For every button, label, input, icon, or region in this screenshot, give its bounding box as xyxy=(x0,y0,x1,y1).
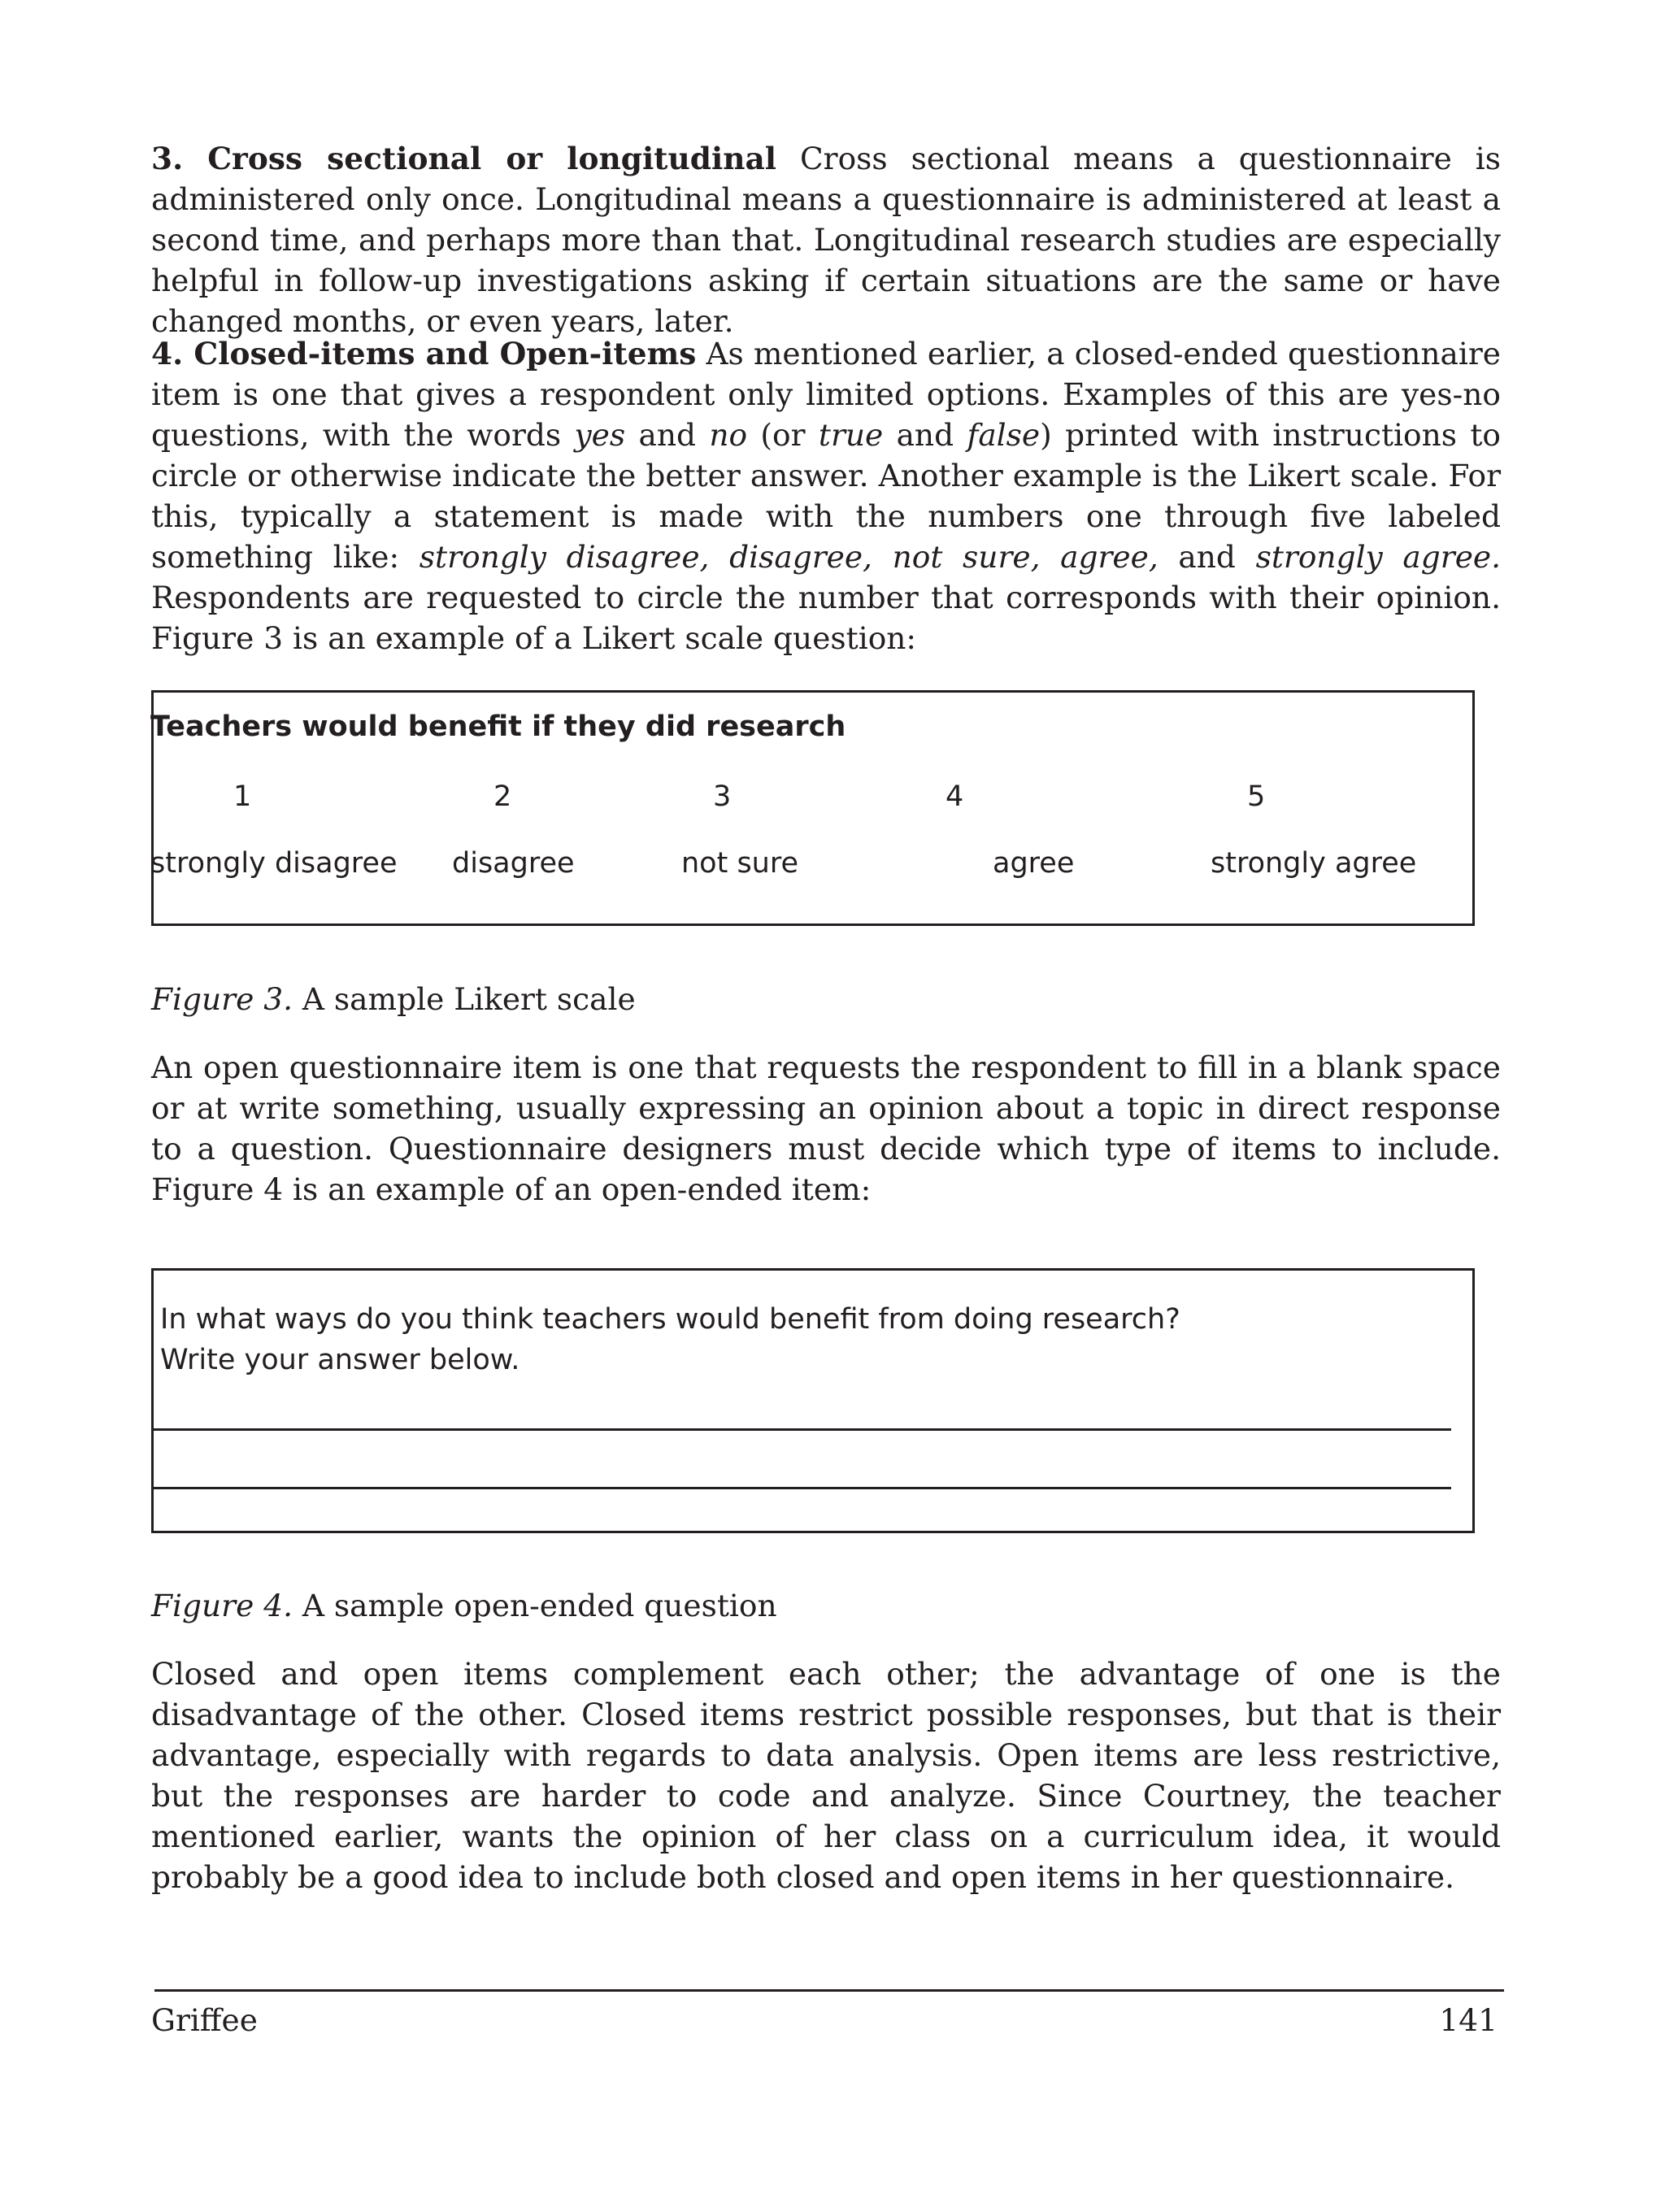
figure-caption-text: A sample open-ended question xyxy=(293,1588,777,1623)
italic-strongly-agree: strongly agree. xyxy=(1255,539,1501,575)
footer-author: Griffee xyxy=(151,2002,258,2038)
question-text: In what ways do you think teachers would benefit from doing research? xyxy=(160,1303,1180,1336)
likert-option-number: 3 xyxy=(713,780,732,813)
paragraph-closing: Closed and open items complement each other; the advantage of one is the disadvantage of the other. Closed items restrict possible responses, but that is their advantage, especially with regards to data analysis. Open items are less restrictive, but the responses are harder to code and analyze. Since Courtney, the teacher mentioned earlier, wants the opinion of her class on a curriculum idea, it would probably be a good idea to include both closed and open items in her questionnaire. xyxy=(151,1656,1501,1895)
figure-caption-text: A sample Likert scale xyxy=(293,981,636,1017)
page-number: 141 xyxy=(1439,2002,1498,2038)
paragraph-closed-open-items xyxy=(151,333,1501,658)
text-run: and xyxy=(883,417,967,453)
likert-option-label: not sure xyxy=(681,847,799,880)
figure-4-caption xyxy=(151,1585,777,1626)
answer-line xyxy=(154,1428,1451,1431)
text-run: and xyxy=(625,417,710,453)
paragraph-cross-sectional xyxy=(151,138,1501,341)
figure-3-caption xyxy=(151,979,636,1019)
text-run: Respondents are requested to circle the number that corresponds with their opinion. Figure 3 is an example of a Likert scale question: xyxy=(151,580,1501,656)
likert-option-label: agree xyxy=(993,847,1075,880)
open-ended-figure xyxy=(151,1268,1475,1533)
paragraph-text: Cross sectional means a questionnaire is administered only once. Longitudinal means a questionnaire is administered at least a second time, and perhaps more than that. Longitudinal research studies are especially helpful in follow-up investigations asking if certain situations are the same or have changed months, or even years, later. xyxy=(151,141,1501,339)
likert-scale-figure xyxy=(151,690,1475,926)
text-run: (or xyxy=(747,417,819,453)
text-run: ) printed with instructions to circle or otherwise indicate the better answer. Another example is the Likert scale. For this, typically a statement is made with the numbers one through five labeled something like: xyxy=(151,417,1501,575)
italic-true: true xyxy=(818,417,884,453)
heading-closed-open-items: 4. Closed-items and Open-items xyxy=(151,336,697,372)
text-run: As mentioned earlier, a closed-ended questionnaire item is one that gives a respondent only limited options. Examples of this are yes-no questions, with the words xyxy=(151,336,1501,453)
italic-no: no xyxy=(709,417,748,453)
open-ended-question xyxy=(160,1299,1180,1380)
likert-option-number: 2 xyxy=(493,780,512,813)
likert-statement: Teachers would benefit if they did research xyxy=(150,711,846,743)
likert-option-label: disagree xyxy=(452,847,575,880)
text-run: and xyxy=(1158,539,1256,575)
heading-cross-sectional: 3. Cross sectional or longitudinal xyxy=(151,141,777,176)
likert-option-number: 4 xyxy=(946,780,964,813)
likert-option-label: strongly agree xyxy=(1211,847,1417,880)
answer-line xyxy=(154,1487,1451,1489)
figure-label: Figure 3. xyxy=(151,981,293,1017)
italic-yes: yes xyxy=(574,417,626,453)
footer-divider xyxy=(154,1989,1504,1992)
question-instruction: Write your answer below. xyxy=(160,1344,520,1376)
paragraph-open-item: An open questionnaire item is one that requests the respondent to fill in a blank space or at write something, usually expressing an opinion about a topic in direct response to a question. Questionnaire designers must decide which type of items to include. Figure 4 is an example of an open-ended item: xyxy=(151,1050,1501,1207)
likert-option-number: 1 xyxy=(233,780,252,813)
likert-option-number: 5 xyxy=(1247,780,1266,813)
italic-likert-labels: strongly disagree, disagree, not sure, agree, xyxy=(419,539,1159,575)
figure-label: Figure 4. xyxy=(151,1588,293,1623)
likert-option-label: strongly disagree xyxy=(150,847,398,880)
italic-false: false xyxy=(967,417,1041,453)
